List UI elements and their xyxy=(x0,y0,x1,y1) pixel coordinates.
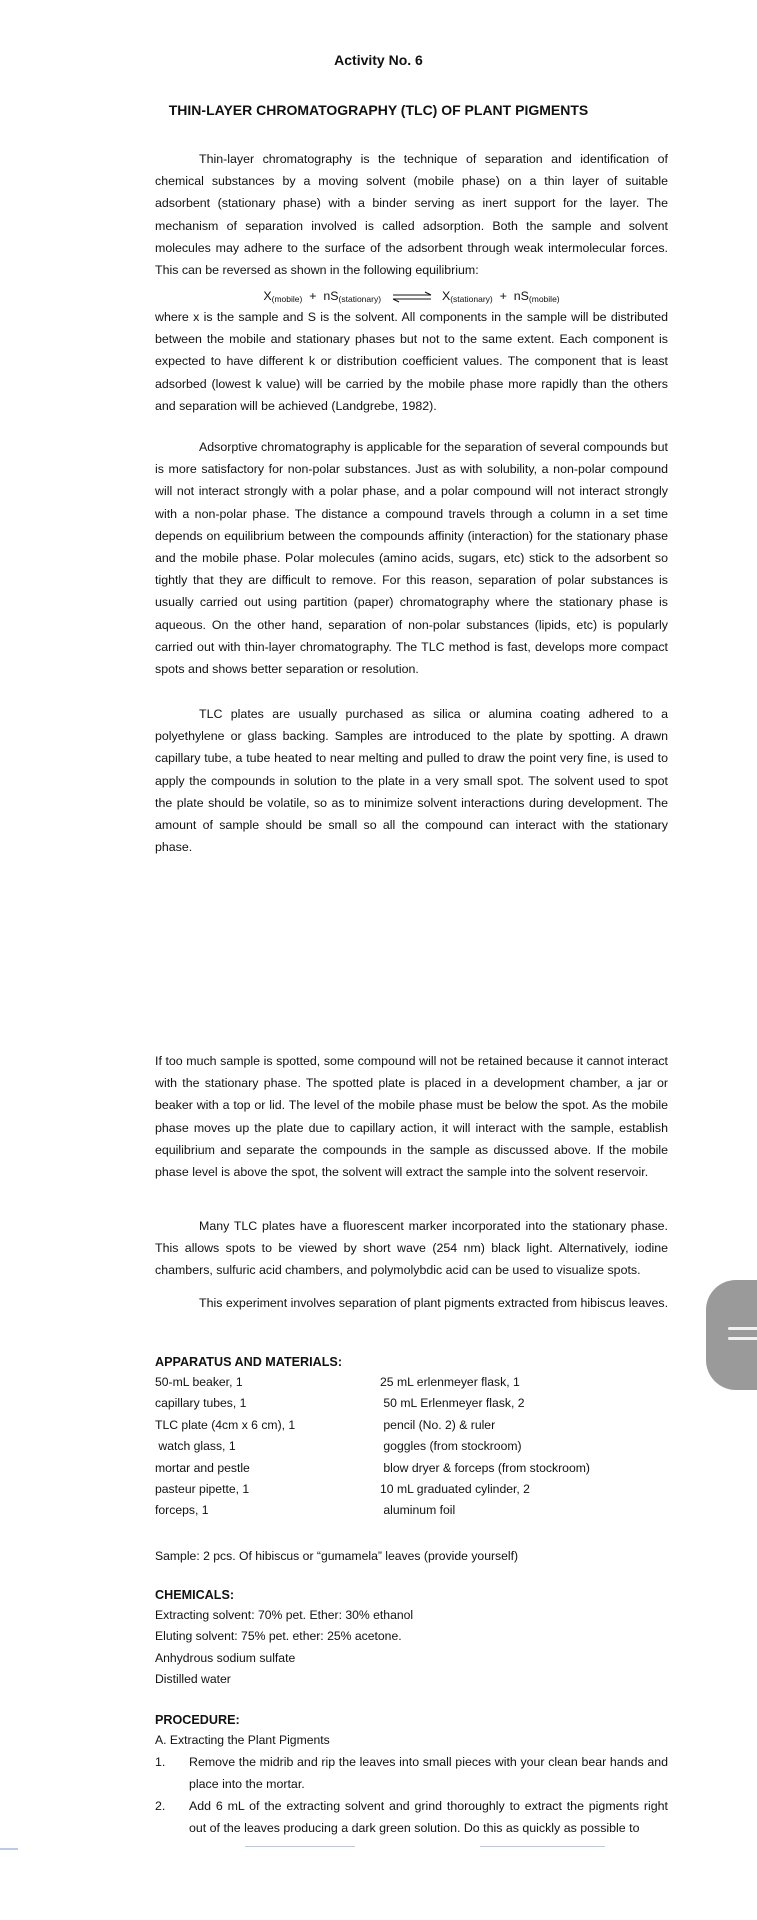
list-item: Anhydrous sodium sulfate xyxy=(155,1650,296,1665)
intro-paragraph-continued: where x is the sample and S is the solvent. All components in the sample will be distributed between the mobile and stationary phases but not to the same extent. Each component is expected to have different k or distribution coefficient values. The component that is least adsorbed (lowest k value) will be carried by the mobile phase more rapidly than the others and separation will be achieved (Landgrebe, 1982). xyxy=(155,310,668,413)
scroll-drag-handle[interactable] xyxy=(706,1280,757,1390)
list-item: goggles (from stockroom) xyxy=(380,1439,522,1454)
eq-x-stationary: $X_{(stationary)}$ xyxy=(441,289,493,304)
eq-s-stationary: $nS_{(stationary)}$ xyxy=(323,289,382,304)
eq-plus: + xyxy=(499,289,507,303)
scan-artifact xyxy=(0,1848,18,1850)
paragraph-adsorptive: Adsorptive chromatography is applicable for the separation of several compounds but is more satisfactory for non-polar substances. Just as with solubility, a non-polar compound will not interact strongly with a polar phase, and a polar compound will not interact strongly with a non-polar phase. The distance a compound travels through a column in a set time depends on equilibrium between the compounds affinity (interaction) for the stationary phase and the mobile phase. Polar molecules (amino acids, sugars, etc) stick to the adsorbent so tightly that they are difficult to remove. For this reason, separation of polar substances is usually carried out using partition (paper) chromatography where the stationary phase is aqueous. On the other hand, separation of non-polar substances (lipids, etc) is popularly carried out with thin-layer chromatography. The TLC method is fast, develops more compact spots and shows better separation or resolution. xyxy=(155,440,668,677)
list-item: forceps, 1 xyxy=(155,1503,209,1518)
list-item: Distilled water xyxy=(155,1672,231,1687)
apparatus-section xyxy=(155,1352,668,1522)
intro-paragraph: Thin-layer chromatography is the technique of separation and identification of chemical substances by a moving solvent (mobile phase) on a thin layer of suitable adsorbent (stationary phase) with a binder serving as inert support for the layer. The mechanism of separation involved is called adsorption. Both the sample and solvent molecules may adhere to the surface of the adsorbent through weak intermolecular forces. This can be reversed as shown in the following equilibrium: xyxy=(155,152,668,278)
step-number: 1. xyxy=(155,1755,166,1770)
list-item: 25 mL erlenmeyer flask, 1 xyxy=(380,1375,520,1389)
paragraph-fluorescent: Many TLC plates have a fluorescent marker incorporated into the stationary phase. This allows spots to be viewed by short wave (254 nm) black light. Alternatively, iodine chambers, sulfuric acid chambers, and polymolybdic acid can be used to visualize spots. xyxy=(155,1219,668,1278)
procedure-step xyxy=(155,1795,668,1839)
paragraph-experiment: This experiment involves separation of plant pigments extracted from hibiscus leaves. xyxy=(199,1296,669,1310)
list-item: 50 mL Erlenmeyer flask, 2 xyxy=(380,1396,525,1411)
procedure-heading: PROCEDURE: xyxy=(155,1713,240,1727)
step-text: Add 6 mL of the extracting solvent and grind thoroughly to extract the pigments right out of the leaves producing a dark green solution. Do this as quickly as possible to xyxy=(189,1799,668,1836)
procedure-section xyxy=(155,1710,668,1839)
list-item: pasteur pipette, 1 xyxy=(155,1482,250,1497)
list-item: blow dryer & forceps (from stockroom) xyxy=(380,1460,590,1475)
activity-label: Activity No. 6 xyxy=(334,52,423,68)
list-item: 50-mL beaker, 1 xyxy=(155,1375,243,1389)
step-text: Remove the midrib and rip the leaves into small pieces with your clean bear hands and place into the mortar. xyxy=(189,1755,668,1792)
eq-x-mobile: $X_{(mobile)}$ xyxy=(263,289,303,304)
list-item: capillary tubes, 1 xyxy=(155,1396,247,1411)
drag-handle-icon xyxy=(728,1337,757,1340)
apparatus-list xyxy=(155,1372,668,1522)
page-title: THIN-LAYER CHROMATOGRAPHY (TLC) OF PLANT PIGMENTS xyxy=(168,102,589,118)
step-number: 2. xyxy=(155,1799,166,1814)
drag-handle-icon xyxy=(728,1327,757,1330)
equilibrium-arrows-icon xyxy=(391,291,433,303)
eq-s-mobile: $nS_{(mobile)}$ xyxy=(513,289,560,304)
procedure-step xyxy=(155,1751,668,1795)
list-item: watch glass, 1 xyxy=(155,1439,236,1454)
sample-line: Sample: 2 pcs. Of hibiscus or “gumamela” leaves (provide yourself) xyxy=(155,1549,519,1563)
apparatus-left-column xyxy=(155,1372,380,1522)
apparatus-right-column xyxy=(380,1372,590,1522)
paragraph-spotting: If too much sample is spotted, some compound will not be retained because it cannot interact with the stationary phase. The spotted plate is placed in a development chamber, a jar or beaker with a top or lid. The level of the mobile phase must be below the spot. As the mobile phase moves up the plate due to capillary action, it will interact with the sample, establish equilibrium and separate the compounds in the sample as discussed above. If the mobile phase level is above the spot, the solvent will extract the sample into the solvent reservoir. xyxy=(155,1054,668,1180)
chemicals-section xyxy=(155,1585,668,1691)
list-item: Eluting solvent: 75% pet. ether: 25% acetone. xyxy=(155,1629,402,1644)
apparatus-heading: APPARATUS AND MATERIALS: xyxy=(155,1355,343,1369)
list-item: pencil (No. 2) & ruler xyxy=(380,1417,496,1432)
scan-artifact xyxy=(245,1846,355,1847)
list-item: mortar and pestle xyxy=(155,1460,250,1475)
list-item: TLC plate (4cm x 6 cm), 1 xyxy=(155,1417,296,1432)
list-item: Extracting solvent: 70% pet. Ether: 30% ethanol xyxy=(155,1608,414,1622)
list-item: aluminum foil xyxy=(380,1503,456,1518)
chemicals-heading: CHEMICALS: xyxy=(155,1588,235,1602)
scan-artifact xyxy=(480,1846,605,1847)
paragraph-tlc-plates: TLC plates are usually purchased as silica or alumina coating adhered to a polyethylene or glass backing. Samples are introduced to the plate by spotting. A drawn capillary tube, a tube heated to near melting and pulled to draw the point very fine, is used to apply the compounds in solution to the plate in a very small spot. The solvent used to spot the plate should be volatile, so as to minimize solvent interactions during development. The amount of sample should be small so all the compound can interact with the stationary phase. xyxy=(155,707,668,855)
eq-plus: + xyxy=(309,289,317,303)
procedure-subheading: A. Extracting the Plant Pigments xyxy=(155,1733,330,1747)
list-item: 10 mL graduated cylinder, 2 xyxy=(380,1482,530,1497)
